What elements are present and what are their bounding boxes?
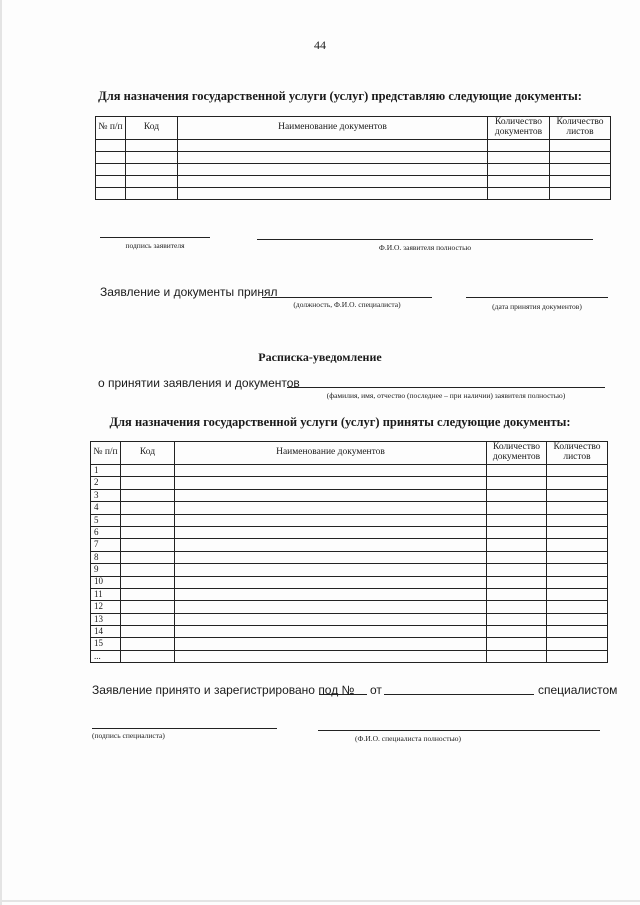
row-number	[96, 140, 126, 152]
row-number	[96, 164, 126, 176]
table-cell	[175, 613, 487, 625]
table-cell	[126, 188, 178, 200]
table-cell	[547, 539, 608, 551]
row-number: 2	[91, 477, 121, 489]
table-cell	[547, 650, 608, 662]
section1-title: Для назначения государственной услуги (услуг) представляю следующие документы:	[98, 89, 582, 103]
table-cell	[488, 164, 550, 176]
table-row	[96, 140, 611, 152]
applicant-signature-caption: подпись заявителя	[125, 241, 185, 250]
table-row	[91, 626, 608, 638]
table-cell	[178, 140, 488, 152]
table-cell	[487, 564, 547, 576]
table-cell	[121, 539, 175, 551]
registration-label-end: специалистом	[538, 683, 618, 697]
section2-title: Для назначения государственной услуги (услуг) приняты следующие документы:	[109, 415, 571, 429]
header-qty-sheets: Количество листов	[550, 117, 611, 140]
table-cell	[550, 140, 611, 152]
receipt-name-caption: (фамилия, имя, отчество (последнее – при наличии) заявителя полностью)	[326, 391, 566, 400]
table-cell	[126, 152, 178, 164]
row-number: 11	[91, 588, 121, 600]
header-name: Наименование документов	[175, 442, 487, 465]
table-cell	[175, 539, 487, 551]
table-cell	[488, 188, 550, 200]
table-row	[91, 564, 608, 576]
row-number: ...	[91, 650, 121, 662]
table-cell	[126, 176, 178, 188]
table-cell	[547, 588, 608, 600]
table-row	[91, 638, 608, 650]
receipt-label: о принятии заявления и документов	[98, 376, 300, 390]
table-cell	[121, 626, 175, 638]
row-number: 5	[91, 514, 121, 526]
table-cell	[547, 502, 608, 514]
table-cell	[121, 514, 175, 526]
page-number: 44	[314, 38, 326, 52]
table-cell	[175, 601, 487, 613]
table-cell	[175, 526, 487, 538]
header-code: Код	[126, 117, 178, 140]
table-cell	[547, 613, 608, 625]
row-number: 6	[91, 526, 121, 538]
table-row	[91, 576, 608, 588]
table-cell	[175, 638, 487, 650]
table-cell	[126, 140, 178, 152]
table-cell	[487, 551, 547, 563]
table-cell	[547, 638, 608, 650]
table-cell	[121, 613, 175, 625]
row-number: 9	[91, 564, 121, 576]
table-cell	[121, 551, 175, 563]
table-cell	[178, 164, 488, 176]
table-cell	[487, 502, 547, 514]
table-cell	[178, 176, 488, 188]
table-cell	[487, 601, 547, 613]
table-cell	[487, 489, 547, 501]
row-number: 3	[91, 489, 121, 501]
table-row	[91, 489, 608, 501]
table-row	[91, 551, 608, 563]
table-cell	[550, 152, 611, 164]
row-number: 12	[91, 601, 121, 613]
header-name: Наименование документов	[178, 117, 488, 140]
table-cell	[488, 140, 550, 152]
table-cell	[126, 164, 178, 176]
table-cell	[487, 588, 547, 600]
table-row	[96, 164, 611, 176]
table-cell	[547, 489, 608, 501]
table-row	[91, 613, 608, 625]
table-cell	[175, 514, 487, 526]
table-row	[96, 188, 611, 200]
row-number: 7	[91, 539, 121, 551]
table-row	[96, 152, 611, 164]
header-qty-sheets: Количество листов	[547, 442, 608, 465]
table-cell	[547, 514, 608, 526]
table-cell	[488, 152, 550, 164]
table-cell	[178, 152, 488, 164]
specialist-name-line	[318, 730, 600, 731]
table-cell	[547, 465, 608, 477]
table-row	[91, 477, 608, 489]
row-number: 14	[91, 626, 121, 638]
table-cell	[175, 465, 487, 477]
table-row	[91, 650, 608, 662]
table-row	[91, 539, 608, 551]
table-cell	[550, 164, 611, 176]
table-cell	[121, 564, 175, 576]
table-row	[91, 588, 608, 600]
table-cell	[121, 477, 175, 489]
registration-label-start: Заявление принято и зарегистрировано под №	[92, 683, 355, 697]
specialist-name-caption: (Ф.И.О. специалиста полностью)	[355, 734, 461, 743]
table-cell	[175, 489, 487, 501]
table-cell	[175, 626, 487, 638]
table-cell	[547, 564, 608, 576]
table-cell	[121, 489, 175, 501]
table-cell	[175, 564, 487, 576]
table-cell	[121, 576, 175, 588]
table-cell	[547, 477, 608, 489]
table-row	[91, 526, 608, 538]
row-number	[96, 152, 126, 164]
registration-number-line	[319, 694, 367, 695]
receipt-name-line	[287, 387, 605, 388]
table-cell	[175, 650, 487, 662]
table-row	[91, 502, 608, 514]
scan-edge	[0, 900, 640, 902]
row-number: 15	[91, 638, 121, 650]
accepted-date-caption: (дата принятия документов)	[492, 302, 582, 311]
table-cell	[547, 576, 608, 588]
table-cell	[547, 601, 608, 613]
applicant-name-caption: Ф.И.О. заявителя полностью	[378, 243, 472, 252]
table-cell	[488, 176, 550, 188]
row-number: 1	[91, 465, 121, 477]
table-row	[91, 465, 608, 477]
table-cell	[121, 650, 175, 662]
header-qty-docs: Количество документов	[487, 442, 547, 465]
table-cell	[121, 638, 175, 650]
row-number: 13	[91, 613, 121, 625]
table-cell	[121, 588, 175, 600]
row-number	[96, 188, 126, 200]
table-cell	[487, 477, 547, 489]
applicant-name-line	[257, 239, 593, 240]
row-number: 10	[91, 576, 121, 588]
table-cell	[550, 188, 611, 200]
header-qty-docs: Количество документов	[488, 117, 550, 140]
applicant-signature-line	[100, 237, 210, 238]
header-num: № п/п	[96, 117, 126, 140]
table-cell	[121, 601, 175, 613]
table-cell	[547, 626, 608, 638]
table-cell	[175, 477, 487, 489]
table-cell	[121, 502, 175, 514]
table-cell	[178, 188, 488, 200]
header-num: № п/п	[91, 442, 121, 465]
registration-date-line	[384, 694, 534, 695]
registration-label-from: от	[370, 683, 382, 697]
table-cell	[487, 465, 547, 477]
table-cell	[121, 465, 175, 477]
table-row	[91, 601, 608, 613]
table-cell	[550, 176, 611, 188]
table-cell	[487, 626, 547, 638]
accepted-position-caption: (должность, Ф.И.О. специалиста)	[293, 300, 401, 309]
scan-edge	[0, 0, 2, 905]
table-cell	[175, 551, 487, 563]
specialist-signature-line	[92, 728, 277, 729]
row-number: 8	[91, 551, 121, 563]
accepted-label: Заявление и документы принял	[100, 285, 278, 299]
table-cell	[175, 588, 487, 600]
specialist-signature-caption: (подпись специалиста)	[92, 731, 165, 740]
table-cell	[487, 650, 547, 662]
table-cell	[487, 576, 547, 588]
table-cell	[487, 526, 547, 538]
table-cell	[175, 576, 487, 588]
header-code: Код	[121, 442, 175, 465]
table-row	[91, 514, 608, 526]
row-number	[96, 176, 126, 188]
accepted-position-line	[262, 297, 432, 298]
table-cell	[121, 526, 175, 538]
documents-submitted-table	[95, 116, 611, 200]
table-cell	[547, 551, 608, 563]
table-cell	[547, 526, 608, 538]
receipt-title: Расписка-уведомление	[258, 350, 382, 364]
table-cell	[487, 613, 547, 625]
table-cell	[487, 514, 547, 526]
table-cell	[487, 539, 547, 551]
documents-accepted-table	[90, 441, 608, 663]
row-number: 4	[91, 502, 121, 514]
accepted-date-line	[466, 297, 608, 298]
table-cell	[175, 502, 487, 514]
table-cell	[487, 638, 547, 650]
table-row	[96, 176, 611, 188]
